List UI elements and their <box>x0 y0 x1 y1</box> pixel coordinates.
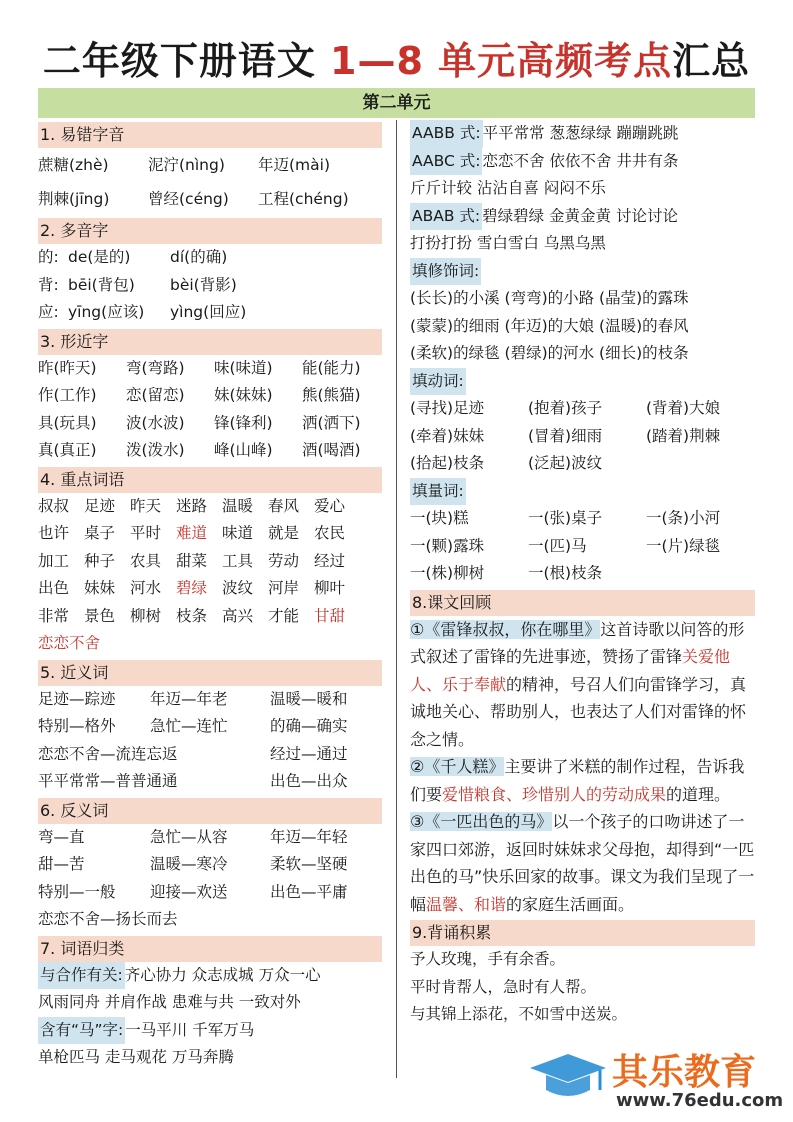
category-words: 一马平川 千军万马 <box>125 1020 255 1039</box>
key-word-cell: 叔叔 <box>38 496 70 515</box>
page-title <box>0 30 793 85</box>
synonym-cell: 经过—通过 <box>270 744 348 763</box>
similar-char-cell: 锋(锋利) <box>214 413 273 432</box>
key-word-row <box>38 493 382 521</box>
section-header: 9.背诵积累 <box>410 920 755 946</box>
similar-char-row <box>38 355 382 383</box>
similar-char-row <box>38 410 382 438</box>
verb-fill-row <box>410 395 755 423</box>
key-word-cell: 加工 <box>38 551 70 570</box>
key-word-cell: 非常 <box>38 606 70 625</box>
similar-char-cell: 妹(妹妹) <box>214 386 273 404</box>
key-word-cell: 农民 <box>314 524 346 542</box>
similar-char-cell: 具(玩具) <box>38 413 97 432</box>
antonym-item: 恋恋不舍—扬长而去 <box>38 910 178 928</box>
key-word-cell: 枝条 <box>176 606 208 625</box>
key-word-cell: 足迹 <box>84 496 116 515</box>
left-column <box>38 120 382 1072</box>
pinyin-item: 年迈(mài) <box>258 156 330 174</box>
synonym-row <box>38 768 382 796</box>
lesson-title: ②《千人糕》 <box>410 757 505 776</box>
similar-char-cell: 恋(留恋) <box>126 386 185 404</box>
lesson-text: 的家庭生活画面。 <box>506 894 635 914</box>
pinyin-row <box>38 148 382 182</box>
unit-header: 第二单元 <box>38 88 755 118</box>
key-word-cell: 难道 <box>176 524 208 542</box>
key-word-cell: 妹妹 <box>84 579 116 597</box>
measure-fill-cell: 一(根)枝条 <box>528 564 603 582</box>
section-header: 5. 近义词 <box>38 660 382 686</box>
category-row <box>38 962 382 990</box>
lesson-title: ③《一匹出色的马》 <box>410 812 553 831</box>
verb-fill-cell: (泛起)波纹 <box>528 454 603 472</box>
key-word-cell: 春风 <box>268 496 300 515</box>
synonym-cell: 急忙—连忙 <box>150 717 228 735</box>
measure-fill-cell: 一(匹)马 <box>528 536 587 555</box>
fill-tag: 填修饰词: <box>410 258 481 286</box>
similar-char-row <box>38 382 382 410</box>
antonym-row <box>38 879 382 907</box>
measure-fill-row <box>410 560 755 588</box>
antonym-cell: 温暖—寒冷 <box>150 855 228 873</box>
column-divider <box>396 120 397 1078</box>
pattern-row <box>410 120 755 148</box>
measure-fill-row <box>410 533 755 561</box>
key-word-cell: 出色 <box>38 579 70 597</box>
title-text-2: 单元高频考点 <box>423 39 673 83</box>
key-word-cell: 河岸 <box>268 579 300 597</box>
verb-fill-cell: (抱着)孩子 <box>528 399 603 417</box>
antonym-cell: 迎接—欢送 <box>150 882 228 901</box>
key-word-cell: 劳动 <box>268 551 300 570</box>
synonym-cell: 平平常常—普普通通 <box>38 772 178 790</box>
polyphone-reading: yìng(回应) <box>170 303 247 321</box>
synonym-row <box>38 686 382 714</box>
key-word-cell: 高兴 <box>222 606 254 625</box>
synonym-cell: 的确—确实 <box>270 717 348 735</box>
section-header: 2. 多音字 <box>38 218 382 244</box>
lesson-text: 主要讲了米糕的制作过程，告诉我们要 <box>410 757 745 804</box>
key-word-cell: 桌子 <box>84 524 116 542</box>
recite-line: 予人玫瑰，手有余香。 <box>410 950 566 968</box>
antonym-cell: 急忙—从容 <box>150 827 228 846</box>
pinyin-item: 荆棘(jīng) <box>38 190 110 208</box>
key-word-cell: 景色 <box>84 606 116 625</box>
key-word-cell: 昨天 <box>130 496 162 515</box>
lesson-title: ①《雷锋叔叔，你在哪里》 <box>410 619 601 639</box>
measure-fill-cell: 一(块)糕 <box>410 509 469 527</box>
right-column <box>410 120 755 1029</box>
pinyin-item: 曾经(céng) <box>148 190 229 208</box>
watermark-brand: 其乐教育 <box>612 1052 757 1093</box>
key-word-cell: 工具 <box>222 551 254 570</box>
verb-fill-row <box>410 423 755 451</box>
key-word-cell: 迷路 <box>176 496 208 515</box>
pattern-tag: ABAB 式: <box>410 203 482 231</box>
lesson-text: 以一个孩子的口吻讲述了一家四口郊游，返回时妹妹求父母抱，却得到“一匹出色的马”快乐回家的故事。课文为我们呈现了一幅 <box>410 812 755 914</box>
measure-fill-cell: 一(株)柳树 <box>410 564 485 582</box>
pattern-row <box>410 203 755 231</box>
pattern-row: 斤斤计较 沾沾自喜 闷闷不乐 <box>410 179 606 197</box>
section-header: 1. 易错字音 <box>38 122 382 148</box>
key-word-cell: 味道 <box>222 524 254 542</box>
pattern-row: 打扮打扮 雪白雪白 乌黑乌黑 <box>410 234 606 252</box>
antonym-row <box>38 851 382 879</box>
key-word-cell: 甘甜 <box>314 606 346 625</box>
measure-fill-cell <box>646 560 754 588</box>
category-tag: 含有“马”字: <box>38 1017 125 1045</box>
measure-fill-cell: 一(片)绿毯 <box>646 536 721 555</box>
pattern-words: 恋恋不舍 依依不舍 井井有条 <box>482 151 679 170</box>
measure-table <box>410 505 755 588</box>
similar-char-cell: 酒(喝酒) <box>302 441 361 459</box>
antonym-cell: 特别—一般 <box>38 882 116 901</box>
key-word-row <box>38 520 382 548</box>
key-word-cell: 农具 <box>130 551 162 570</box>
lesson-review-1 <box>410 616 755 754</box>
antonym-cell: 出色—平庸 <box>270 882 348 901</box>
key-word-cell: 也许 <box>38 524 70 542</box>
synonym-cell: 恋恋不舍—流连忘返 <box>38 744 178 763</box>
category-row: 风雨同舟 并肩作战 患难与共 一致对外 <box>38 993 301 1011</box>
pinyin-item: 蔗糖(zhè) <box>38 156 109 174</box>
lesson-key: 温馨、和谐 <box>426 894 507 914</box>
polyphone-char: 的: <box>38 248 59 266</box>
synonym-row <box>38 741 382 769</box>
synonym-row <box>38 713 382 741</box>
category-row: 单枪匹马 走马观花 万马奔腾 <box>38 1048 234 1066</box>
modifier-row: (蒙蒙)的细雨 (年迈)的大娘 (温暖)的春风 <box>410 316 689 335</box>
polyphone-reading: bèi(背影) <box>170 275 237 294</box>
antonyms-table <box>38 824 382 907</box>
pinyin-row <box>38 182 382 216</box>
key-word-cell: 温暖 <box>222 496 254 515</box>
title-range: 1—8 <box>330 39 424 83</box>
pattern-words: 平平常常 葱葱绿绿 蹦蹦跳跳 <box>482 124 679 142</box>
similar-char-cell: 作(工作) <box>38 386 97 404</box>
lesson-key: 爱惜粮食、珍惜别人的劳动成果 <box>442 784 667 804</box>
key-word-row <box>38 603 382 631</box>
fill-verb-label <box>410 368 755 396</box>
similar-char-cell: 洒(洒下) <box>302 413 361 432</box>
similar-chars-table <box>38 355 382 465</box>
lesson-text: 这首诗歌以问答的形式叙述了雷锋的先进事迹，赞扬了雷锋 <box>410 619 745 666</box>
watermark-url: www.76edu.com <box>616 1090 784 1111</box>
key-word-row <box>38 548 382 576</box>
lesson-key: 关爱他人、乐于奉献 <box>410 647 731 694</box>
key-word-cell: 就是 <box>268 524 300 542</box>
lesson-review-3 <box>410 808 755 918</box>
lesson-review-2 <box>410 753 755 808</box>
polyphone-reading: de(是的) <box>68 248 131 266</box>
antonym-cell: 年迈—年轻 <box>270 827 348 846</box>
pattern-row <box>410 148 755 176</box>
antonym-cell: 甜—苦 <box>38 855 85 873</box>
category-row <box>38 1017 382 1045</box>
fill-tag: 填量词: <box>410 478 466 506</box>
key-word-cell: 种子 <box>84 551 116 570</box>
verb-fill-cell <box>646 450 754 478</box>
verb-table <box>410 395 755 478</box>
pinyin-item: 泥泞(nìng) <box>148 156 225 174</box>
category-tag: 与合作有关: <box>38 962 125 990</box>
synonym-cell: 温暖—暖和 <box>270 689 348 708</box>
key-word-cell: 柳叶 <box>314 579 346 597</box>
similar-char-cell: 弯(弯路) <box>126 358 185 377</box>
synonym-cell <box>150 768 270 796</box>
key-words-table <box>38 493 382 631</box>
polyphone-reading: bēi(背包) <box>68 275 135 294</box>
synonym-cell: 出色—出众 <box>270 772 348 790</box>
antonym-cell: 弯—直 <box>38 827 85 846</box>
similar-char-cell: 熊(熊猫) <box>302 386 361 404</box>
section-header: 6. 反义词 <box>38 798 382 824</box>
key-word-cell: 经过 <box>314 551 346 570</box>
antonym-cell: 柔软—坚硬 <box>270 855 348 873</box>
polyphone-char: 应: <box>38 303 59 321</box>
modifier-row: (柔软)的绿毯 (碧绿)的河水 (细长)的枝条 <box>410 344 689 362</box>
measure-fill-cell: 一(条)小河 <box>646 509 721 527</box>
verb-fill-cell: (背着)大娘 <box>646 399 721 417</box>
synonym-cell: 特别—格外 <box>38 717 116 735</box>
section-header: 3. 形近字 <box>38 329 382 355</box>
similar-char-cell: 泼(泼水) <box>126 441 185 459</box>
modifier-row: (长长)的小溪 (弯弯)的小路 (晶莹)的露珠 <box>410 289 689 307</box>
verb-fill-cell: (牵着)妹妹 <box>410 426 485 445</box>
title-text-1: 二年级下册语文 <box>42 39 331 83</box>
verb-fill-cell: (踏着)荆棘 <box>646 426 721 445</box>
similar-char-cell: 峰(山峰) <box>214 441 273 459</box>
similar-char-cell: 波(水波) <box>126 413 185 432</box>
title-text-3: 汇总 <box>672 39 751 83</box>
pattern-tag: AABC 式: <box>410 148 482 176</box>
section-header: 8.课文回顾 <box>410 590 755 616</box>
key-word-cell: 碧绿 <box>176 579 208 597</box>
polyphone-row <box>38 299 382 327</box>
antonym-row <box>38 824 382 852</box>
verb-fill-row <box>410 450 755 478</box>
key-word-cell: 柳树 <box>130 606 162 625</box>
similar-char-row <box>38 437 382 465</box>
lesson-text: 的精神，号召人们向雷锋学习，真诚地关心、帮助别人，也表达了人们对雷锋的怀念之情。 <box>410 674 747 749</box>
key-word-row <box>38 575 382 603</box>
lesson-text: 的道理。 <box>666 784 731 804</box>
similar-char-cell: 能(能力) <box>302 358 361 377</box>
key-word-cell: 才能 <box>268 606 300 625</box>
key-word-cell: 平时 <box>130 524 162 542</box>
similar-char-cell: 昨(昨天) <box>38 358 97 377</box>
measure-fill-cell: 一(颗)露珠 <box>410 536 485 555</box>
polyphone-char: 背: <box>38 275 59 294</box>
polyphone-reading: yīng(应该) <box>68 303 145 321</box>
key-word-cell: 爱心 <box>314 496 346 515</box>
similar-char-cell: 味(味道) <box>214 358 273 377</box>
fill-measure-label <box>410 478 755 506</box>
verb-fill-cell: (寻找)足迹 <box>410 399 485 417</box>
polyphone-row <box>38 272 382 300</box>
section-header: 4. 重点词语 <box>38 467 382 493</box>
category-words: 齐心协力 众志成城 万众一心 <box>124 965 321 984</box>
measure-fill-cell: 一(张)桌子 <box>528 509 603 527</box>
synonym-cell <box>150 741 270 769</box>
measure-fill-row <box>410 505 755 533</box>
key-word-cell: 甜菜 <box>176 551 208 570</box>
key-word-cell: 河水 <box>130 579 162 597</box>
recite-line: 与其锦上添花，不如雪中送炭。 <box>410 1005 628 1023</box>
polyphone-reading: dí(的确) <box>170 248 228 266</box>
pattern-tag: AABB 式: <box>410 120 483 148</box>
recite-line: 平时肯帮人，急时有人帮。 <box>410 977 597 996</box>
verb-fill-cell: (冒着)细雨 <box>528 426 603 445</box>
synonym-cell: 年迈—年老 <box>150 689 228 708</box>
pinyin-item: 工程(chéng) <box>258 190 349 208</box>
fill-tag: 填动词: <box>410 368 466 396</box>
key-word-highlight: 恋恋不舍 <box>38 634 101 652</box>
similar-char-cell: 真(真正) <box>38 441 97 459</box>
synonym-cell: 足迹—踪迹 <box>38 689 116 708</box>
fill-modifier-label <box>410 258 755 286</box>
synonyms-table <box>38 686 382 796</box>
pattern-words: 碧绿碧绿 金黄金黄 讨论讨论 <box>482 206 678 225</box>
verb-fill-cell: (拾起)枝条 <box>410 454 485 472</box>
section-header: 7. 词语归类 <box>38 936 382 962</box>
key-word-cell: 波纹 <box>222 579 254 597</box>
polyphone-row <box>38 244 382 272</box>
